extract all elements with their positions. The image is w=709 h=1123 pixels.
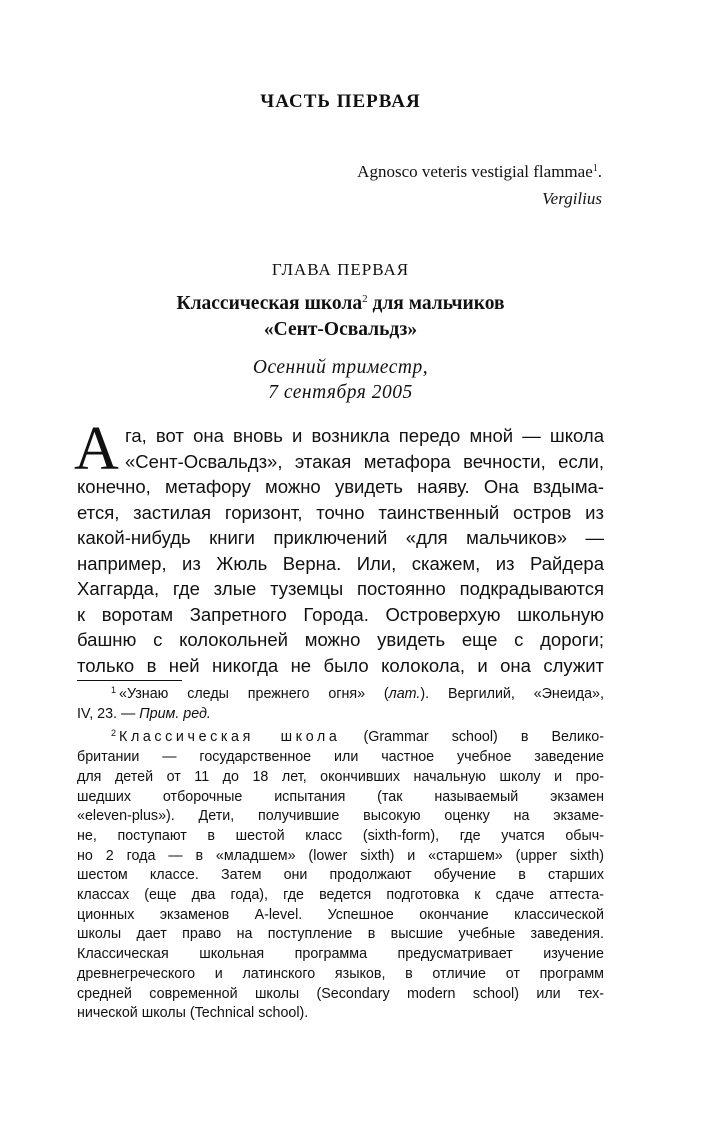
school-title xyxy=(77,291,604,343)
footnote-2-line: древнегреческого и латинского языков, в отличие от программ xyxy=(77,965,604,982)
part-title: ЧАСТЬ ПЕРВАЯ xyxy=(260,91,421,112)
term-date xyxy=(77,355,604,405)
footnote-2-line: не, поступают в шестой класс (sixth-form), где учатся обыч- xyxy=(77,827,604,844)
body-line: Хаггарда, где злые туземцы постоянно подкрадываются xyxy=(77,578,604,599)
body-text xyxy=(74,415,604,678)
body-line: например, из Жюль Верна. Или, скажем, из Райдера xyxy=(77,552,604,574)
body-line: ется, застилая горизонт, точно таинственный остров из xyxy=(77,501,604,523)
epigraph-text: Agnosco veteris vestigial flammae$^1$. xyxy=(357,162,602,181)
body-line: га, вот она вновь и возникла передо мной — школа xyxy=(125,425,604,446)
school-title-line-1: Классическая школа$^2$ для мальчиков xyxy=(176,293,505,314)
footnote-2-line: средней современной школы (Secondary modern school) или тех- xyxy=(77,985,604,1002)
footnote-1 xyxy=(77,685,604,724)
footnote-ref-1: 1 xyxy=(592,163,598,174)
term-line-1: Осенний триместр, xyxy=(252,357,429,378)
footnote-1-line-1: $^1$ «Узнаю следы прежнего огня» (лат.). Вергилий, «Энеида», xyxy=(111,685,604,702)
footnote-1-mark: 1 xyxy=(111,685,117,695)
body-line: башню с колокольней можно увидеть еще с дороги; xyxy=(77,629,604,650)
epigraph xyxy=(357,158,602,212)
footnote-2-line: шедших отборочные испытания (так называемый экзамен xyxy=(77,788,604,805)
footnote-2-line: но 2 года — в «младшем» (lower sixth) и «старшем» (upper sixth) xyxy=(77,847,604,864)
body-line: «Сент-Освальдз», этакая метафора вечности, если, xyxy=(125,450,604,472)
term-line-2: 7 сентября 2005 xyxy=(268,382,413,403)
footnote-2-line: Классическая школьная программа предусматривает изучение xyxy=(77,946,604,963)
footnotes xyxy=(77,685,604,1024)
footnote-2 xyxy=(77,728,604,1024)
epigraph-author: Vergilius xyxy=(542,189,602,208)
footnote-2-line: классах (еще два года), где ведется подготовка к сдаче аттеста- xyxy=(77,887,604,904)
body-line: конечно, метафору можно увидеть наяву. Она вздыма- xyxy=(77,476,604,497)
footnote-2-line: британии — государственное или частное учебное заведение xyxy=(77,749,604,766)
footnote-2-line-1: $^2$ Классическая школа (Grammar school) в Велико- xyxy=(111,728,604,746)
footnote-2-mark: 2 xyxy=(111,728,117,739)
footnote-2-line: для детей от 11 до 18 лет, окончивших начальную школу и про- xyxy=(77,768,604,785)
drop-cap: А xyxy=(74,415,119,483)
school-title-line-2: «Сент-Освальдз» xyxy=(263,319,418,340)
footnote-2-line: ционных экзаменов A-level. Успешное окончание классической xyxy=(77,906,604,923)
book-page xyxy=(74,0,604,1123)
footnote-divider xyxy=(77,680,182,681)
footnote-2-line: шестом классе. Затем они продолжают обучение в старших xyxy=(77,867,604,884)
footnote-2-line: нической школы (Technical school). xyxy=(77,1005,309,1022)
footnote-1-line-2: IV, 23. — Прим. ред. xyxy=(77,705,211,722)
footnote-2-line: «eleven-plus»). Дети, получившие высокую оценку на экзаме- xyxy=(77,808,604,825)
footnote-2-line: школы дает право на поступление в высшие учебные заведения. xyxy=(77,926,604,943)
chapter-title: ГЛАВА ПЕРВАЯ xyxy=(271,260,410,279)
footnote-ref-2: 2 xyxy=(362,293,368,305)
body-line: какой-нибудь книги приключений «для мальчиков» — xyxy=(77,527,604,548)
body-line: только в ней никогда не было колокола, и она служит xyxy=(77,654,604,676)
body-line: к воротам Запретного Города. Островерхую школьную xyxy=(77,603,604,625)
